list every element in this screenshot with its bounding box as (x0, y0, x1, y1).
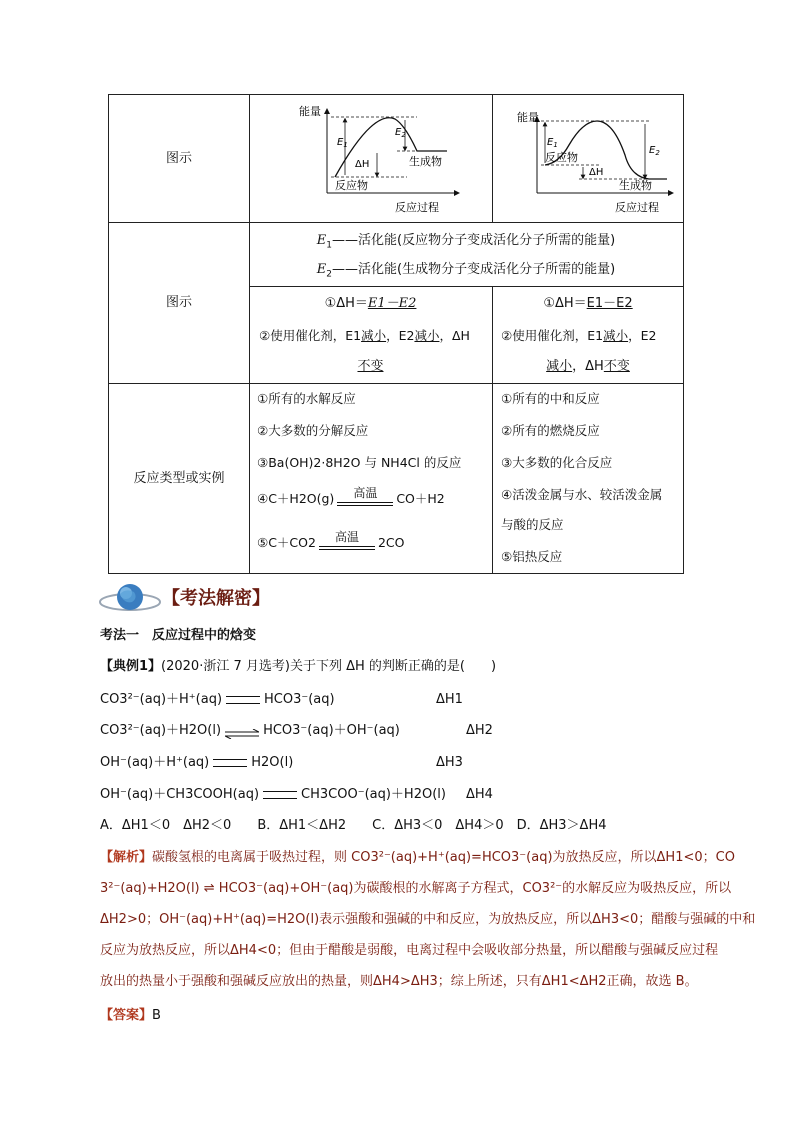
e2-definition: $E_2——$活化能(生成物分子变成活化分子所需的能量) (316, 262, 616, 280)
row-label-diagram: 图示 (165, 151, 192, 166)
equation-1: CO3²⁻(aq)＋H⁺(aq) HCO3⁻(aq) (100, 692, 335, 707)
left-dh-unchanged: 不变 (357, 359, 384, 374)
e2-label: $E_2$ (649, 145, 660, 157)
e2-label: $E_2$ (395, 127, 406, 139)
product-label: 生成物 (619, 179, 652, 192)
analysis-line-3: ΔH2>0；OH⁻(aq)+H⁺(aq)=H2O(l)表示强酸和强碱的中和反应，为放热反应，所以ΔH3<0；醋酸与强碱的中和 (100, 912, 756, 927)
example-question: 【典例1】(2020·浙江 7 月选考)关于下列 ΔH 的判断正确的是( ) (100, 659, 497, 674)
dh-label: ΔH (355, 159, 370, 170)
globe-icon (96, 580, 166, 616)
equation-2-dh: ΔH2 (466, 723, 493, 738)
right-example-4-cont: 与酸的反应 (501, 517, 564, 532)
method-heading: 考法一 反应过程中的焓变 (100, 628, 257, 643)
left-dh-formula: ①ΔH＝E1－E2 (324, 296, 417, 311)
left-example-4: ④C＋H2O(g) 高温 CO＋H2 (257, 485, 445, 506)
product-label: 生成物 (409, 155, 442, 168)
x-axis-label: 反应过程 (395, 201, 439, 214)
left-example-5: ⑤C＋CO2 高温 2CO (257, 529, 405, 550)
right-example-1: ①所有的中和反应 (501, 391, 600, 406)
analysis-line-4: 反应为放热反应，所以ΔH4<0；但由于醋酸是弱酸，电离过程中会吸收部分热量，所以醋酸与强碱反应过程 (100, 943, 719, 958)
right-example-2: ②所有的燃烧反应 (501, 423, 600, 438)
y-axis-label: 能量 (517, 111, 539, 124)
answer-options: A．ΔH1＜0 ΔH2＜0 B．ΔH1＜ΔH2 C．ΔH3＜0 ΔH4＞0 D．ΔH3＞ΔH4 (100, 818, 607, 833)
section-header (96, 580, 396, 616)
e1-label: $E_1$ (337, 137, 348, 149)
reversible-arrow-icon (225, 726, 259, 736)
right-example-3: ③大多数的化合反应 (501, 455, 613, 470)
right-dh-formula: ①ΔH＝E1－E2 (543, 296, 633, 311)
answer-line: 【答案】B (100, 1008, 161, 1023)
right-example-4: ④活泼金属与水、较活泼金属 (501, 487, 663, 502)
equation-4: OH⁻(aq)＋CH3COOH(aq) CH3COO⁻(aq)＋H2O(l) (100, 787, 446, 802)
x-axis-label: 反应过程 (615, 201, 659, 214)
row-label-diagram-2: 图示 (165, 295, 192, 310)
e1-definition: $E_1——$活化能(反应物分子变成活化分子所需的能量) (316, 233, 616, 251)
dh-label: ΔH (589, 167, 604, 178)
right-example-5: ⑤铝热反应 (501, 549, 563, 564)
left-example-3: ③Ba(OH)2·8H2O 与 NH4Cl 的反应 (257, 455, 462, 470)
right-dh-unchanged: 减小，ΔH不变 (546, 359, 630, 374)
equation-1-dh: ΔH1 (436, 692, 463, 707)
equation-2: CO3²⁻(aq)＋H2O(l) HCO3⁻(aq)＋OH⁻(aq) (100, 723, 400, 738)
analysis-line-2: 3²⁻(aq)+H2O(l) ⇌ HCO3⁻(aq)+OH⁻(aq)为碳酸根的水解离子方程式，CO3²⁻的水解反应为吸热反应，所以 (100, 881, 732, 896)
endothermic-energy-diagram (509, 107, 679, 219)
left-example-1: ①所有的水解反应 (257, 391, 356, 406)
section-title: 【考法解密】 (162, 588, 270, 609)
row-label-reaction-types: 反应类型或实例 (133, 471, 225, 486)
left-example-2: ②大多数的分解反应 (257, 423, 369, 438)
comparison-table (108, 94, 684, 574)
exothermic-energy-diagram (277, 101, 467, 217)
analysis-line-5: 放出的热量小于强酸和强碱反应放出的热量，则ΔH4>ΔH3；综上所述，只有ΔH1<ΔH2正确，故选 B。 (100, 974, 698, 989)
equation-4-dh: ΔH4 (466, 787, 493, 802)
reactant-label: 反应物 (545, 151, 578, 164)
equation-3-dh: ΔH3 (436, 755, 463, 770)
equation-3: OH⁻(aq)＋H⁺(aq) H2O(l) (100, 755, 294, 770)
e1-label: $E_1$ (547, 137, 558, 149)
y-axis-label: 能量 (299, 105, 321, 118)
left-catalyst-effect: ②使用催化剂，E1减小，E2减小，ΔH (259, 328, 470, 343)
right-catalyst-effect: ②使用催化剂，E1减小，E2 (501, 328, 657, 343)
reactant-label: 反应物 (335, 179, 368, 192)
analysis-line-1: 【解析】碳酸氢根的电离属于吸热过程，则 CO3²⁻(aq)+H⁺(aq)=HCO3⁻(aq)为放热反应，所以ΔH1<0；CO (100, 850, 735, 865)
